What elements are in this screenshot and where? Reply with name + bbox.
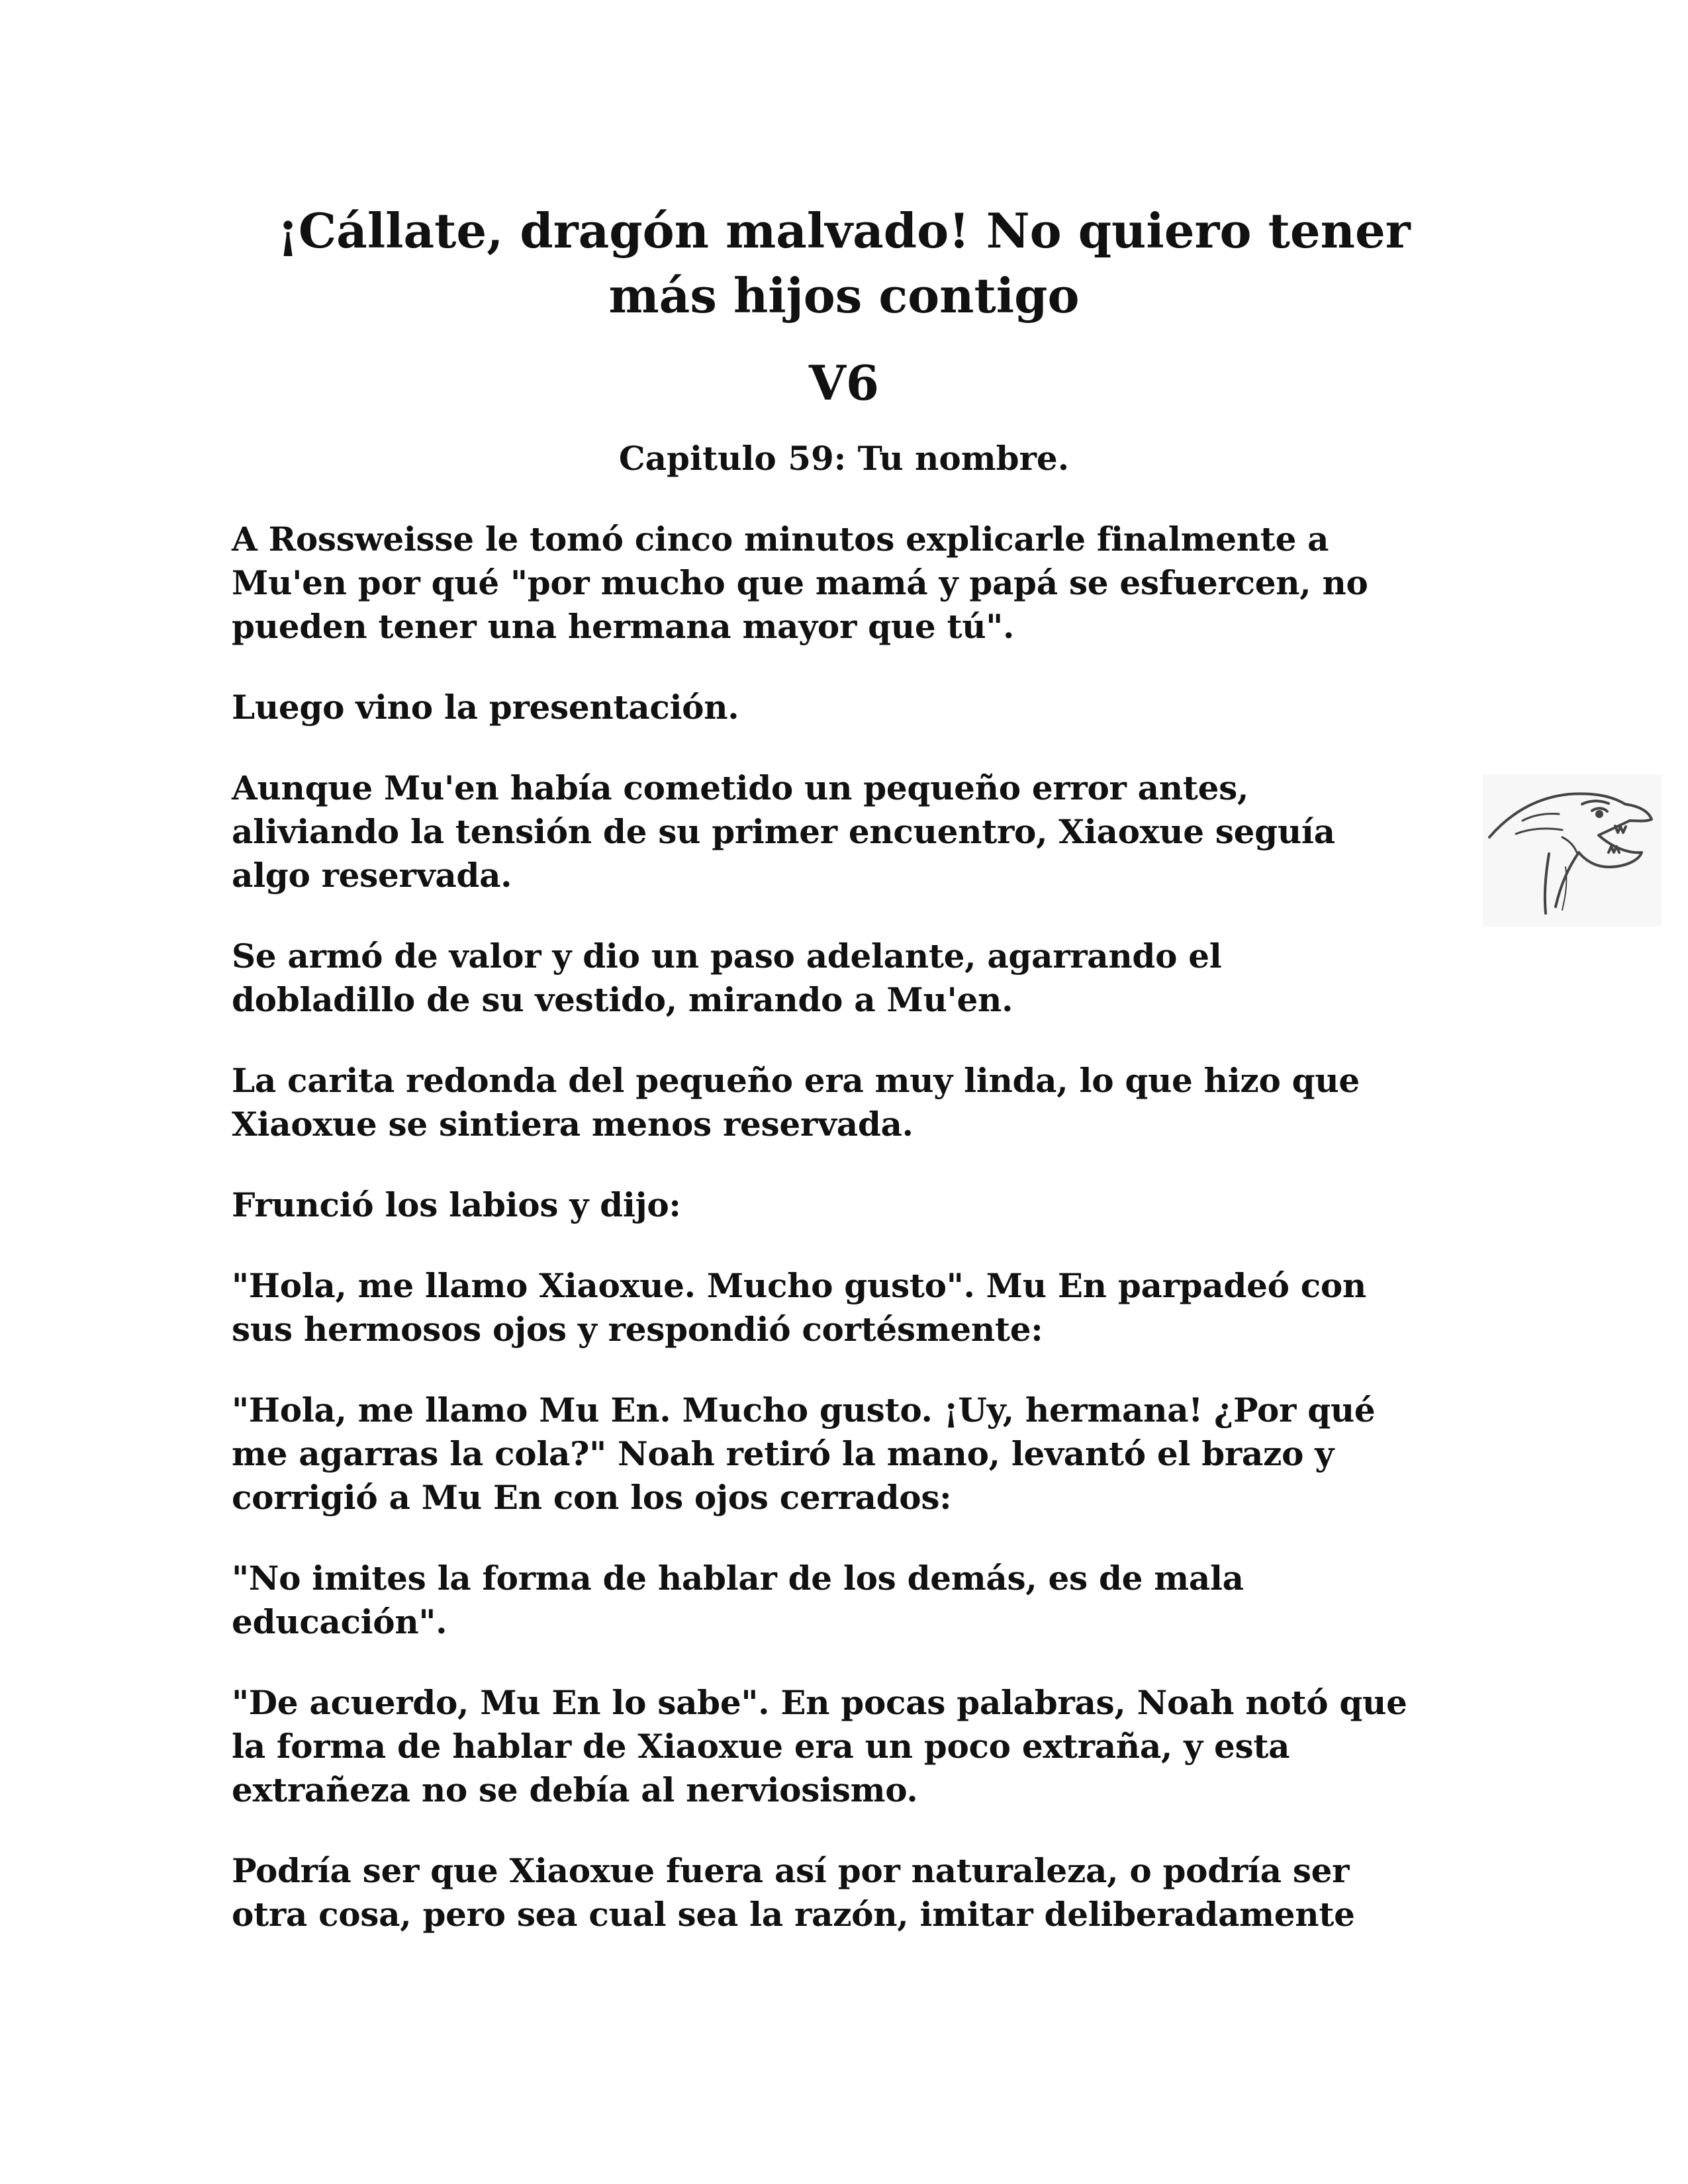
paragraph-line: Frunció los labios y dijo: (232, 1185, 681, 1224)
paragraph-line: me agarras la cola?" Noah retiró la mano, levantó el brazo y (232, 1434, 1335, 1473)
paragraph (232, 518, 1456, 649)
paragraph (232, 1059, 1456, 1146)
paragraph-line: educación". (232, 1602, 447, 1641)
paragraph (232, 686, 1456, 729)
paragraph-line: Mu'en por qué "por mucho que mamá y papá se esfuercen, no (232, 563, 1368, 602)
paragraph (232, 1849, 1456, 1936)
paragraph-line: algo reservada. (232, 856, 512, 895)
title-line-2: más hijos contigo (608, 267, 1080, 324)
chapter-heading: Capitulo 59: Tu nombre. (618, 439, 1070, 478)
paragraph-line: corrigió a Mu En con los ojos cerrados: (232, 1478, 952, 1517)
paragraph-line: Podría ser que Xiaoxue fuera así por naturaleza, o podría ser (232, 1851, 1350, 1890)
volume-label: V6 (809, 355, 879, 411)
paragraph (232, 1557, 1456, 1644)
paragraph-line: "No imites la forma de hablar de los demás, es de mala (232, 1559, 1244, 1598)
paragraph-line: aliviando la tensión de su primer encuentro, Xiaoxue seguía (232, 812, 1335, 851)
paragraph-line: "Hola, me llamo Mu En. Mucho gusto. ¡Uy, hermana! ¿Por qué (232, 1390, 1376, 1430)
paragraph (232, 1681, 1456, 1812)
paragraph-line: la forma de hablar de Xiaoxue era un poco extraña, y esta (232, 1727, 1290, 1766)
paragraph (232, 1388, 1456, 1520)
paragraph-line: otra cosa, pero sea cual sea la razón, imitar deliberadamente (232, 1895, 1355, 1934)
paragraph-line: "De acuerdo, Mu En lo sabe". En pocas palabras, Noah notó que (232, 1683, 1407, 1722)
paragraph (232, 1264, 1456, 1351)
body-text (232, 518, 1456, 1974)
dinosaur-head-icon (1483, 774, 1662, 927)
paragraph-line: Xiaoxue se sintiera menos reservada. (232, 1105, 914, 1144)
title-line-1: ¡Cállate, dragón malvado! No quiero tener (277, 203, 1411, 259)
paragraph-line: dobladillo de su vestido, mirando a Mu'en. (232, 980, 1013, 1019)
paragraph-line: La carita redonda del pequeño era muy linda, lo que hizo que (232, 1061, 1360, 1100)
paragraph (232, 934, 1456, 1022)
paragraph-line: Se armó de valor y dio un paso adelante, agarrando el (232, 936, 1222, 976)
paragraph-line: sus hermosos ojos y respondió cortésmente: (232, 1310, 1043, 1349)
page-title (218, 199, 1470, 328)
paragraph-line: extrañeza no se debía al nerviosismo. (232, 1770, 918, 1809)
paragraph (232, 1183, 1456, 1227)
paragraph-line: A Rossweisse le tomó cinco minutos explicarle finalmente a (232, 520, 1329, 559)
paragraph-line: "Hola, me llamo Xiaoxue. Mucho gusto". Mu En parpadeó con (232, 1266, 1366, 1305)
paragraph-line: pueden tener una hermana mayor que tú". (232, 607, 1015, 646)
paragraph-line: Luego vino la presentación. (232, 688, 739, 727)
paragraph (232, 766, 1456, 897)
paragraph-line: Aunque Mu'en había cometido un pequeño error antes, (232, 768, 1249, 807)
